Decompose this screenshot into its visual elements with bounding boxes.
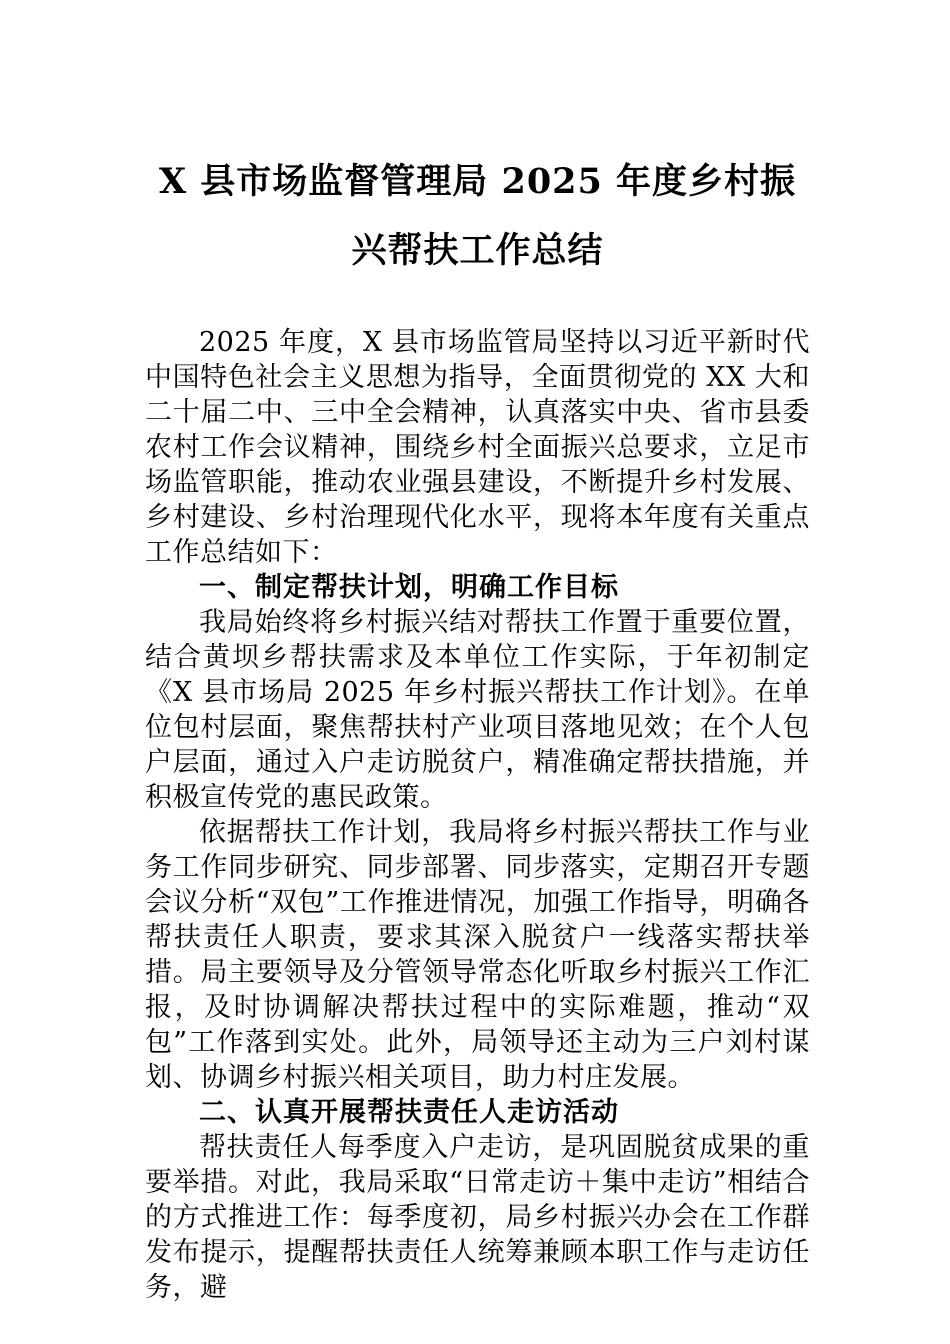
paragraph-plan: 我局始终将乡村振兴结对帮扶工作置于重要位置，结合黄坝乡帮扶需求及本单位工作实际，于年初制定《X 县市场局 2025 年乡村振兴帮扶工作计划》。在单位包村层面，聚焦帮扶村产业项目落地见效；在个人包户层面，通过入户走访脱贫户，精准确定帮扶措施，并积极宣传党的惠民政策。 — [145, 607, 810, 813]
document-title: X 县市场监督管理局 2025 年度乡村振兴帮扶工作总结 — [158, 161, 797, 271]
section-heading-1: 一、制定帮扶计划，明确工作目标 — [199, 572, 619, 603]
paragraph-implementation: 依据帮扶工作计划，我局将乡村振兴帮扶工作与业务工作同步研究、同步部署、同步落实，定期召开专题会议分析“双包”工作推进情况，加强工作指导，明确各帮扶责任人职责，要求其深入脱贫户一线落实帮扶举措。局主要领导及分管领导常态化听取乡村振兴工作汇报，及时协调解决帮扶过程中的实际难题，推动“双包”工作落到实处。此外，局领导还主动为三户刘村谋划、协调乡村振兴相关项目，助力村庄发展。 — [145, 817, 810, 1093]
paragraph-intro: 2025 年度，X 县市场监管局坚持以习近平新时代中国特色社会主义思想为指导，全面贯彻党的 XX 大和二十届二中、三中全会精神，认真落实中央、省市县委农村工作会议精神，围绕乡村全面振兴总要求，立足市场监管职能，推动农业强县建设，不断提升乡村发展、乡村建设、乡村治理现代化水平，现将本年度有关重点工作总结如下： — [145, 327, 810, 568]
paragraph-visits: 帮扶责任人每季度入户走访，是巩固脱贫成果的重要举措。对此，我局采取“日常走访＋集中走访”相结合的方式推进工作：每季度初，局乡村振兴办会在工作群发布提示，提醒帮扶责任人统筹兼顾本职工作与走访任务，避 — [145, 1132, 810, 1303]
section-heading-2: 二、认真开展帮扶责任人走访活动 — [199, 1097, 619, 1128]
